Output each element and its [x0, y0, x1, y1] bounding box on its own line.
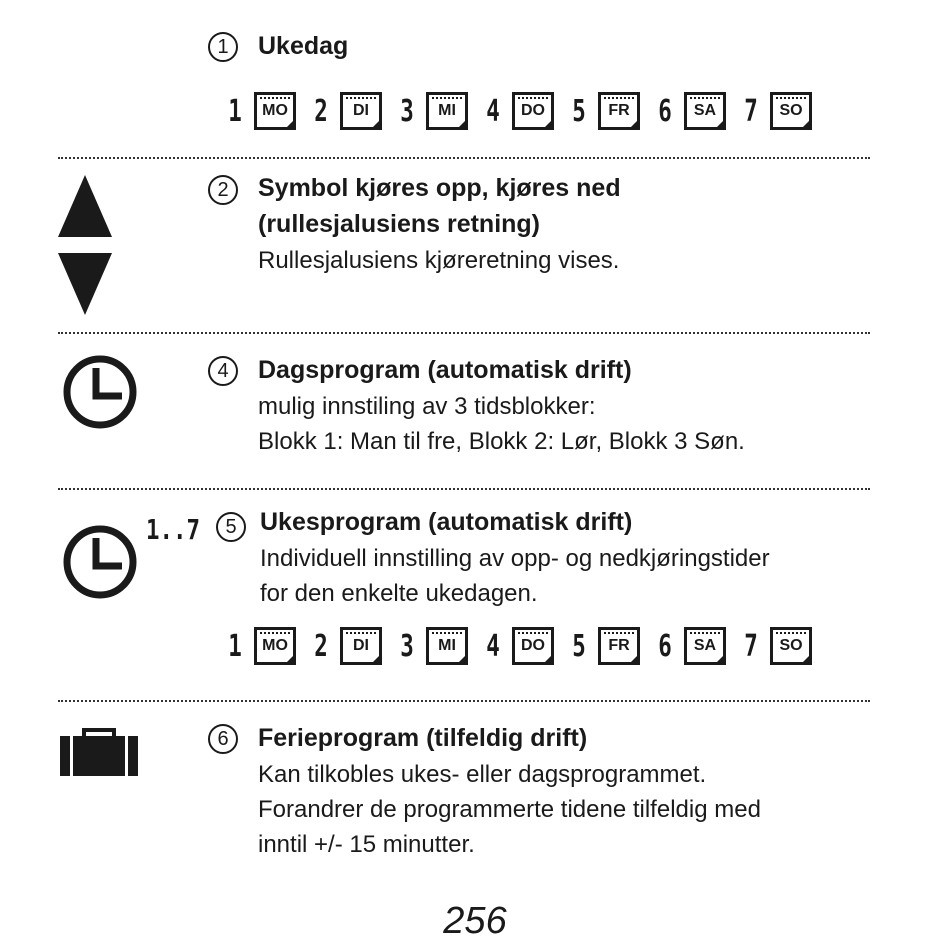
weekday-number: 3 — [400, 93, 414, 129]
weekday-item — [652, 92, 726, 130]
section-body-day-program-1: mulig innstiling av 3 tidsblokker: — [258, 393, 596, 420]
calendar-day-icon: FR — [598, 92, 640, 130]
weekday-item — [308, 627, 382, 665]
weekday-number: 1 — [228, 628, 242, 664]
section-body-week-program-2: for den enkelte ukedagen. — [260, 580, 538, 607]
up-down-triangle-icon — [58, 175, 112, 315]
weekday-item — [222, 627, 296, 665]
section-number-6: 6 — [208, 724, 238, 754]
weekday-number: 4 — [486, 93, 500, 129]
divider — [58, 157, 870, 159]
section-number-2: 2 — [208, 175, 238, 205]
weekday-item — [308, 92, 382, 130]
weekday-number: 2 — [314, 93, 328, 129]
weekday-item — [222, 92, 296, 130]
weekday-item — [394, 627, 468, 665]
weekday-number: 2 — [314, 628, 328, 664]
weekday-number: 7 — [744, 628, 758, 664]
section-number-4: 4 — [208, 356, 238, 386]
calendar-day-icon: FR — [598, 627, 640, 665]
calendar-day-icon: MI — [426, 92, 468, 130]
section-body-week-program-1: Individuell innstilling av opp- og nedkjøringstider — [260, 545, 770, 572]
section-title-week-program: Ukesprogram (automatisk drift) — [260, 508, 633, 536]
calendar-day-icon: SO — [770, 92, 812, 130]
section-number-5: 5 — [216, 512, 246, 542]
section-subtitle-direction: (rullesjalusiens retning) — [258, 210, 541, 238]
calendar-day-icon: SO — [770, 627, 812, 665]
weekday-number: 5 — [572, 628, 586, 664]
weekday-number: 4 — [486, 628, 500, 664]
weekday-item — [652, 627, 726, 665]
divider — [58, 332, 870, 334]
calendar-day-icon: DO — [512, 92, 554, 130]
weekday-item — [566, 92, 640, 130]
calendar-day-icon: DI — [340, 92, 382, 130]
section-title-holiday-program: Ferieprogram (tilfeldig drift) — [258, 724, 588, 752]
calendar-day-icon: SA — [684, 92, 726, 130]
divider — [58, 700, 870, 702]
section-body-direction: Rullesjalusiens kjøreretning vises. — [258, 247, 620, 274]
weekday-number: 6 — [658, 93, 672, 129]
calendar-day-icon: MO — [254, 627, 296, 665]
section-title-ukedag: Ukedag — [258, 32, 349, 60]
section-title-day-program: Dagsprogram (automatisk drift) — [258, 356, 632, 384]
weekday-number: 6 — [658, 628, 672, 664]
clock-icon — [62, 352, 142, 432]
weekday-item — [738, 92, 812, 130]
divider — [58, 488, 870, 490]
section-body-holiday-1: Kan tilkobles ukes- eller dagsprogrammet. — [258, 761, 707, 788]
weekday-number: 3 — [400, 628, 414, 664]
section-title-direction: Symbol kjøres opp, kjøres ned — [258, 174, 621, 202]
week-range-label: 1..7 — [146, 513, 200, 546]
weekday-row-2 — [222, 627, 824, 665]
calendar-day-icon: DI — [340, 627, 382, 665]
weekday-item — [480, 627, 554, 665]
page-number: 256 — [443, 900, 507, 942]
weekday-item — [480, 92, 554, 130]
weekday-item — [738, 627, 812, 665]
calendar-day-icon: SA — [684, 627, 726, 665]
section-body-day-program-2: Blokk 1: Man til fre, Blokk 2: Lør, Blokk 3 Søn. — [258, 428, 745, 455]
weekday-row-1 — [222, 92, 824, 130]
calendar-day-icon: MO — [254, 92, 296, 130]
suitcase-icon — [60, 728, 140, 778]
weekday-item — [566, 627, 640, 665]
weekday-number: 5 — [572, 93, 586, 129]
calendar-day-icon: DO — [512, 627, 554, 665]
weekday-item — [394, 92, 468, 130]
weekday-number: 7 — [744, 93, 758, 129]
weekday-number: 1 — [228, 93, 242, 129]
section-number-1: 1 — [208, 32, 238, 62]
section-body-holiday-3: inntil +/- 15 minutter. — [258, 831, 475, 858]
calendar-day-icon: MI — [426, 627, 468, 665]
section-body-holiday-2: Forandrer de programmerte tidene tilfeldig med — [258, 796, 761, 823]
